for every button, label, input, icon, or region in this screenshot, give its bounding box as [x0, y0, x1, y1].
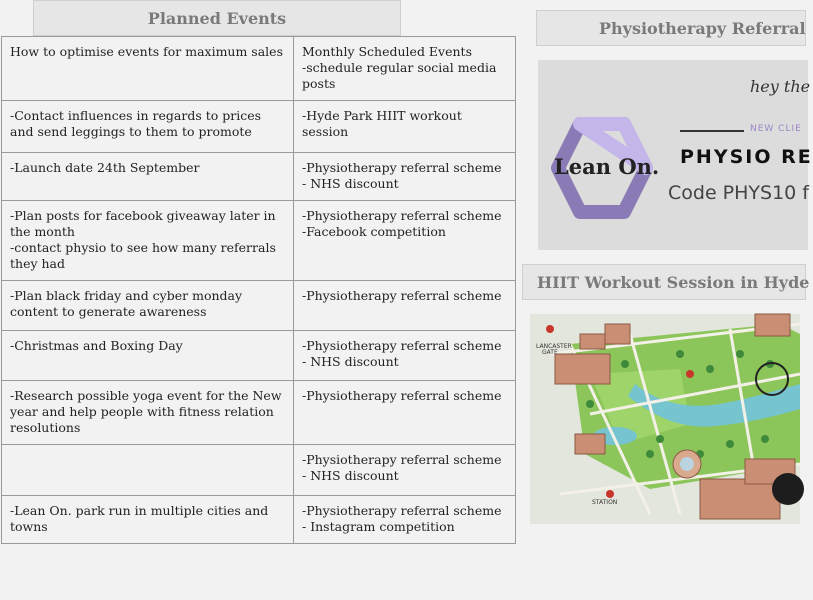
event-scheduled-cell: -Physiotherapy referral scheme	[294, 381, 516, 445]
event-row	[2, 381, 516, 445]
event-scheduled-cell: -Physiotherapy referral scheme - NHS discount	[294, 445, 516, 496]
event-row	[2, 153, 516, 201]
park-map-illustration	[530, 314, 800, 524]
event-scheduled-cell: -Physiotherapy referral scheme - Instagram competition	[294, 496, 516, 544]
planned-events-title: Planned Events	[33, 0, 401, 36]
event-task-cell: -Contact influences in regards to prices and send leggings to them to promote	[2, 101, 294, 153]
event-row	[2, 101, 516, 153]
event-scheduled-cell: -Physiotherapy referral scheme -Facebook competition	[294, 201, 516, 281]
hyde-park-map	[530, 314, 800, 524]
logo-text: Lean On.	[554, 154, 660, 179]
event-task-cell: -Plan black friday and cyber monday content to generate awareness	[2, 281, 294, 331]
map-label-station: STATION	[592, 499, 618, 506]
map-label-gate: GATE	[542, 349, 558, 356]
planned-events-table	[1, 36, 516, 544]
map-label-lancaster: LANCASTER	[536, 343, 572, 350]
event-scheduled-cell: -Hyde Park HIIT workout session	[294, 101, 516, 153]
banner-discount-code: Code PHYS10 f	[668, 182, 809, 204]
banner-rule	[680, 130, 744, 132]
event-task-cell	[2, 445, 294, 496]
event-task-cell: -Lean On. park run in multiple cities and towns	[2, 496, 294, 544]
event-scheduled-cell: -Physiotherapy referral scheme	[294, 281, 516, 331]
event-task-cell: -Christmas and Boxing Day	[2, 331, 294, 381]
event-row	[2, 445, 516, 496]
banner-heading: PHYSIO RE	[680, 146, 813, 168]
event-row	[2, 331, 516, 381]
event-row	[2, 37, 516, 101]
event-row	[2, 281, 516, 331]
physio-referral-title: Physiotherapy Referral	[536, 10, 806, 46]
event-scheduled-cell: -Physiotherapy referral scheme - NHS discount	[294, 331, 516, 381]
event-task-cell: How to optimise events for maximum sales	[2, 37, 294, 101]
event-row	[2, 496, 516, 544]
banner-tagline: NEW CLIE	[750, 124, 802, 134]
event-scheduled-cell: Monthly Scheduled Events -schedule regular social media posts	[294, 37, 516, 101]
event-row	[2, 201, 516, 281]
banner-greeting: hey the	[750, 77, 811, 96]
lean-on-logo	[550, 118, 660, 218]
hiit-session-title: HIIT Workout Session in Hyde	[522, 264, 806, 300]
event-task-cell: -Launch date 24th September	[2, 153, 294, 201]
physio-referral-banner	[538, 60, 813, 250]
event-task-cell: -Plan posts for facebook giveaway later in the month -contact physio to see how many referrals they had	[2, 201, 294, 281]
event-scheduled-cell: -Physiotherapy referral scheme - NHS discount	[294, 153, 516, 201]
event-task-cell: -Research possible yoga event for the New year and help people with fitness relation resolutions	[2, 381, 294, 445]
